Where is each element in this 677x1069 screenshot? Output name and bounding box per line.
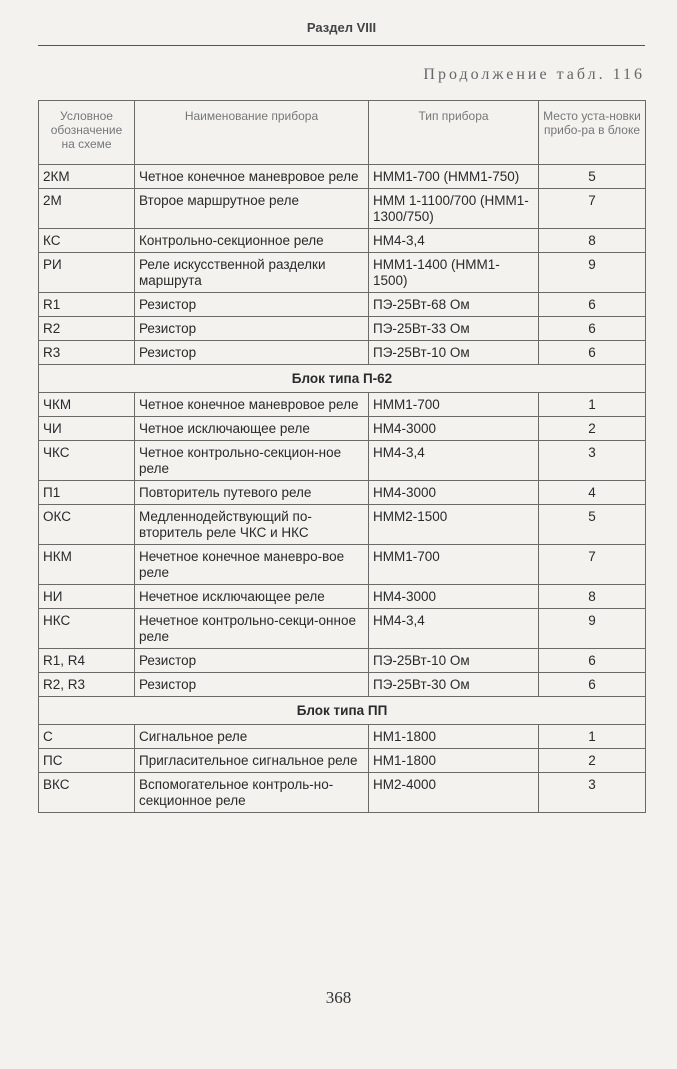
cell-type: ПЭ-25Вт-33 Ом <box>369 317 539 341</box>
cell-code: R1, R4 <box>39 649 135 673</box>
cell-place: 4 <box>539 481 646 505</box>
table-row <box>39 393 646 417</box>
cell-code: РИ <box>39 253 135 293</box>
cell-type: НММ1-700 (НММ1-750) <box>369 165 539 189</box>
cell-code: П1 <box>39 481 135 505</box>
cell-name: Четное контрольно-секцион-ное реле <box>135 441 369 481</box>
table-row <box>39 229 646 253</box>
cell-code: ОКС <box>39 505 135 545</box>
cell-place: 6 <box>539 341 646 365</box>
cell-name: Сигнальное реле <box>135 725 369 749</box>
cell-code: R1 <box>39 293 135 317</box>
cell-place: 1 <box>539 393 646 417</box>
cell-code: НИ <box>39 585 135 609</box>
table-row <box>39 253 646 293</box>
cell-place: 7 <box>539 545 646 585</box>
cell-place: 5 <box>539 505 646 545</box>
table-body <box>39 165 646 813</box>
cell-place: 8 <box>539 229 646 253</box>
cell-code: R2, R3 <box>39 673 135 697</box>
cell-type: НММ1-700 <box>369 545 539 585</box>
table-row <box>39 165 646 189</box>
column-header-code: Условное обозначение на схеме <box>39 101 135 165</box>
section-title: Блок типа ПП <box>39 697 646 725</box>
table-row <box>39 441 646 481</box>
cell-code: КС <box>39 229 135 253</box>
cell-place: 2 <box>539 749 646 773</box>
cell-code: ЧКМ <box>39 393 135 417</box>
cell-type: НМ1-1800 <box>369 725 539 749</box>
table-header-row <box>39 101 646 165</box>
cell-type: НМ4-3000 <box>369 417 539 441</box>
table-row <box>39 481 646 505</box>
cell-code: ЧИ <box>39 417 135 441</box>
cell-type: НММ2-1500 <box>369 505 539 545</box>
cell-place: 5 <box>539 165 646 189</box>
column-header-name: Наименование прибора <box>135 101 369 165</box>
column-header-place: Место уста-новки прибо-ра в блоке <box>539 101 646 165</box>
cell-code: НКМ <box>39 545 135 585</box>
cell-name: Резистор <box>135 649 369 673</box>
page-number: 368 <box>325 988 352 1007</box>
cell-place: 3 <box>539 773 646 813</box>
table-row <box>39 317 646 341</box>
cell-type: ПЭ-25Вт-10 Ом <box>369 649 539 673</box>
cell-code: R3 <box>39 341 135 365</box>
cell-name: Нечетное исключающее реле <box>135 585 369 609</box>
cell-place: 2 <box>539 417 646 441</box>
cell-name: Нечетное контрольно-секци-онное реле <box>135 609 369 649</box>
devices-table <box>38 100 646 813</box>
cell-place: 7 <box>539 189 646 229</box>
cell-code: ПС <box>39 749 135 773</box>
cell-name: Контрольно-секционное реле <box>135 229 369 253</box>
cell-name: Медленнодействующий по-вторитель реле ЧКС и НКС <box>135 505 369 545</box>
cell-code: НКС <box>39 609 135 649</box>
cell-type: ПЭ-25Вт-30 Ом <box>369 673 539 697</box>
cell-code: 2М <box>39 189 135 229</box>
cell-code: С <box>39 725 135 749</box>
cell-type: ПЭ-25Вт-68 Ом <box>369 293 539 317</box>
cell-place: 6 <box>539 673 646 697</box>
header-rule <box>38 45 645 46</box>
cell-type: НМ4-3000 <box>369 585 539 609</box>
table-row <box>39 505 646 545</box>
cell-type: НМ4-3000 <box>369 481 539 505</box>
section-row <box>39 365 646 393</box>
cell-place: 9 <box>539 253 646 293</box>
column-header-type: Тип прибора <box>369 101 539 165</box>
cell-name: Вспомогательное контроль-но-секционное реле <box>135 773 369 813</box>
cell-code: 2КМ <box>39 165 135 189</box>
cell-type: ПЭ-25Вт-10 Ом <box>369 341 539 365</box>
cell-type: НМ2-4000 <box>369 773 539 813</box>
cell-name: Четное исключающее реле <box>135 417 369 441</box>
cell-type: НМ1-1800 <box>369 749 539 773</box>
cell-code: ВКС <box>39 773 135 813</box>
table-row <box>39 649 646 673</box>
cell-place: 8 <box>539 585 646 609</box>
cell-type: НММ1-1400 (НММ1-1500) <box>369 253 539 293</box>
cell-type: НМ4-3,4 <box>369 609 539 649</box>
cell-name: Четное конечное маневровое реле <box>135 165 369 189</box>
cell-name: Повторитель путевого реле <box>135 481 369 505</box>
table-row <box>39 585 646 609</box>
cell-place: 6 <box>539 317 646 341</box>
cell-place: 9 <box>539 609 646 649</box>
cell-type: НМ4-3,4 <box>369 441 539 481</box>
cell-place: 6 <box>539 649 646 673</box>
table-row <box>39 189 646 229</box>
cell-name: Резистор <box>135 341 369 365</box>
cell-name: Резистор <box>135 317 369 341</box>
table-row <box>39 417 646 441</box>
cell-name: Пригласительное сигнальное реле <box>135 749 369 773</box>
cell-name: Реле искусственной разделки маршрута <box>135 253 369 293</box>
table-row <box>39 673 646 697</box>
section-title: Блок типа П-62 <box>39 365 646 393</box>
table-row <box>39 773 646 813</box>
cell-type: НММ 1-1100/700 (НММ1-1300/750) <box>369 189 539 229</box>
cell-code: R2 <box>39 317 135 341</box>
cell-type: НММ1-700 <box>369 393 539 417</box>
cell-name: Второе маршрутное реле <box>135 189 369 229</box>
table-row <box>39 341 646 365</box>
cell-place: 1 <box>539 725 646 749</box>
cell-place: 6 <box>539 293 646 317</box>
cell-type: НМ4-3,4 <box>369 229 539 253</box>
table-row <box>39 545 646 585</box>
cell-place: 3 <box>539 441 646 481</box>
table-row <box>39 725 646 749</box>
table-row <box>39 609 646 649</box>
section-header: Раздел VIII <box>306 20 377 35</box>
table-row <box>39 293 646 317</box>
cell-name: Резистор <box>135 293 369 317</box>
cell-code: ЧКС <box>39 441 135 481</box>
table-caption: Продолжение табл. 116 <box>423 66 645 83</box>
cell-name: Нечетное конечное маневро-вое реле <box>135 545 369 585</box>
cell-name: Четное конечное маневровое реле <box>135 393 369 417</box>
cell-name: Резистор <box>135 673 369 697</box>
section-row <box>39 697 646 725</box>
table-row <box>39 749 646 773</box>
